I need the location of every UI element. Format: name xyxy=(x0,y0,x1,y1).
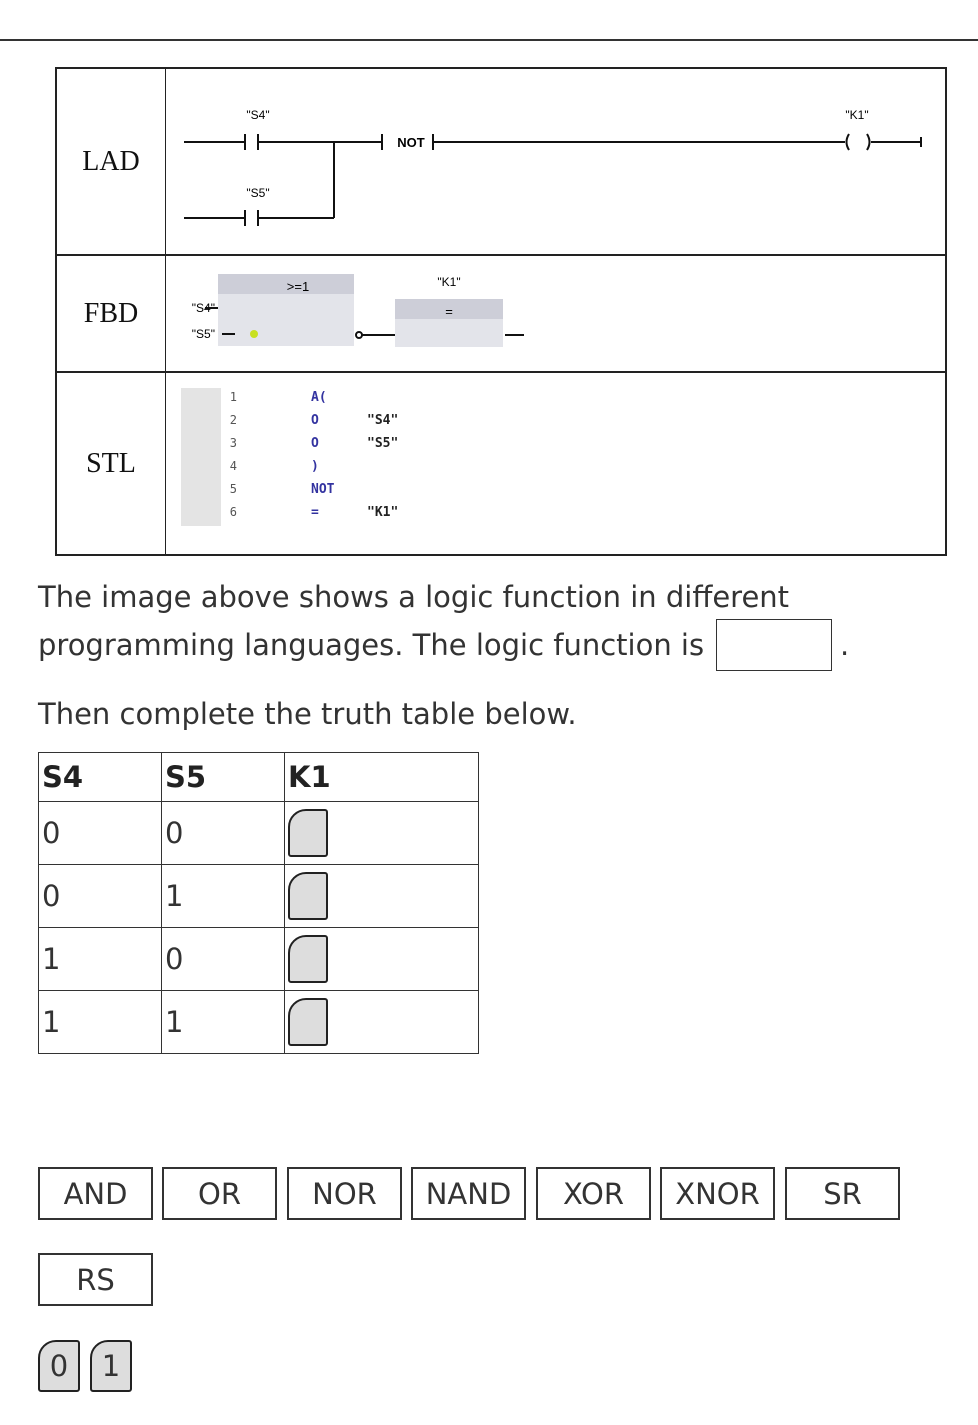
fbd-or-block xyxy=(218,274,354,346)
option-nor[interactable]: NOR xyxy=(287,1167,402,1220)
k1-dropzone[interactable] xyxy=(288,935,328,983)
ladder-fbd-diagram xyxy=(0,0,978,560)
header-s5: S5 xyxy=(162,753,285,802)
fbd-negation-icon xyxy=(356,332,362,338)
logic-function-answer-dropzone[interactable] xyxy=(716,619,832,671)
stl-line: 5 NOT xyxy=(229,482,335,497)
svg-text:=: = xyxy=(445,304,453,319)
cell-k1 xyxy=(285,928,479,991)
fbd-output-k1: "K1" xyxy=(437,275,461,289)
option-xor[interactable]: XOR xyxy=(536,1167,651,1220)
lad-rungs xyxy=(184,134,921,226)
cell-s5: 1 xyxy=(162,865,285,928)
svg-text:>=1: >=1 xyxy=(286,279,310,294)
option-nand[interactable]: NAND xyxy=(411,1167,526,1220)
chip-0[interactable]: 0 xyxy=(38,1340,80,1392)
stl-code-editor xyxy=(181,388,434,526)
cell-s4: 0 xyxy=(39,802,162,865)
cell-k1 xyxy=(285,802,479,865)
k1-dropzone[interactable] xyxy=(288,998,328,1046)
cell-s4: 1 xyxy=(39,928,162,991)
table-row xyxy=(39,991,479,1054)
header-s4: S4 xyxy=(39,753,162,802)
cell-k1 xyxy=(285,991,479,1054)
k1-dropzone[interactable] xyxy=(288,809,328,857)
fbd-assign-block xyxy=(395,299,503,347)
cell-s5: 0 xyxy=(162,802,285,865)
stl-label: STL xyxy=(86,448,136,479)
header-k1: K1 xyxy=(285,753,479,802)
lad-label: LAD xyxy=(82,146,140,177)
stl-line: 4 ) xyxy=(229,459,319,474)
fbd-input-s5: "S5" xyxy=(191,327,215,341)
truth-table xyxy=(38,752,479,1054)
fbd-label: FBD xyxy=(83,297,139,329)
fbd-add-input-icon[interactable] xyxy=(250,330,258,338)
cell-s5: 1 xyxy=(162,991,285,1054)
option-xnor[interactable]: XNOR xyxy=(660,1167,775,1220)
cell-s4: 1 xyxy=(39,991,162,1054)
question-line-2: programming languages. The logic function is xyxy=(38,628,705,662)
cell-k1 xyxy=(285,865,479,928)
stl-line: 1 A( xyxy=(229,390,327,405)
option-sr[interactable]: SR xyxy=(785,1167,900,1220)
fbd-input-s4: "S4" xyxy=(191,301,215,315)
chip-1[interactable]: 1 xyxy=(90,1340,132,1392)
k1-dropzone[interactable] xyxy=(288,872,328,920)
option-rs[interactable]: RS xyxy=(38,1253,153,1306)
table-row xyxy=(39,928,479,991)
stl-line: 3 O "S5" xyxy=(229,436,399,451)
option-and[interactable]: AND xyxy=(38,1167,153,1220)
cell-s4: 0 xyxy=(39,865,162,928)
stl-line: 6 = "K1" xyxy=(229,505,399,520)
option-or[interactable]: OR xyxy=(162,1167,277,1220)
table-row xyxy=(39,865,479,928)
table-row xyxy=(39,802,479,865)
lad-not-label: NOT xyxy=(397,135,425,150)
lad-contact-s5-label: "S5" xyxy=(246,186,270,200)
question-line-3: Then complete the truth table below. xyxy=(38,697,577,731)
lad-contact-s4-label: "S4" xyxy=(246,108,270,122)
table-header-row xyxy=(39,753,479,802)
cell-s5: 0 xyxy=(162,928,285,991)
question-line-1: The image above shows a logic function in different xyxy=(38,580,790,614)
lad-coil-k1-label: "K1" xyxy=(845,108,869,122)
question-period: . xyxy=(840,628,850,662)
stl-line: 2 O "S4" xyxy=(229,413,399,428)
